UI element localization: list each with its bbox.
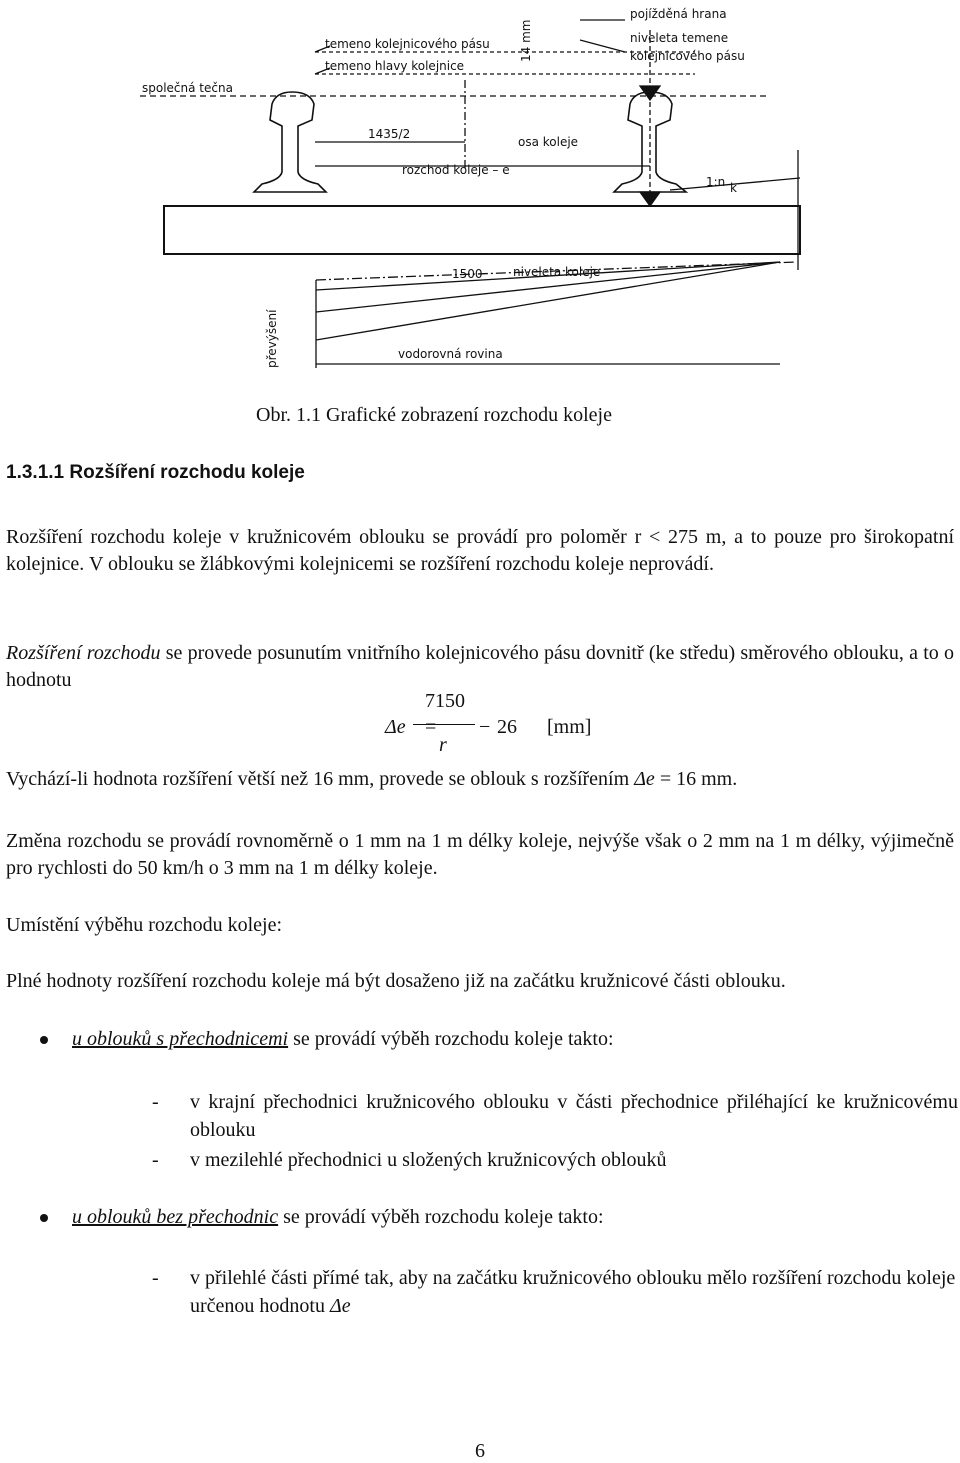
label-rail-band: kolejnicového pásu xyxy=(630,49,745,63)
track-gauge-diagram xyxy=(130,0,830,385)
label-level-crown: niveleta temene xyxy=(630,31,729,45)
formula-minus: − xyxy=(479,716,491,738)
label-half-gauge: 1435/2 xyxy=(368,127,411,141)
dash-marker: - xyxy=(152,1267,159,1289)
label-track-level: niveleta koleje xyxy=(513,265,601,279)
dash3-symbol: Δe xyxy=(329,1295,351,1317)
label-slope: 1:n xyxy=(706,175,726,189)
paragraph-1: Rozšíření rozchodu koleje v kružnicovém oblouku se provádí pro poloměr r < 275 m, a to pouze pro širokopatní kolejnice. V oblouku se žlábkovými kolejnicemi se rozšíření rozchodu koleje neprovádí. xyxy=(6,526,954,575)
label-14mm: 14 mm xyxy=(519,19,533,62)
formula-unit: [mm] xyxy=(547,716,592,738)
page-number: 6 xyxy=(475,1440,485,1462)
dash-item-text: v krajní přechodnici kružnicového oblouku v části přechodnice přiléhající ke kružnicovému oblouku xyxy=(190,1091,958,1141)
bullet-icon xyxy=(40,1214,48,1222)
paragraph-4: Změna rozchodu se provádí rovnoměrně o 1 mm na 1 m délky koleje, nejvýše však o 2 mm na 1 m délky, výjimečně pro rychlosti do 50 km/h o 3 mm na 1 m délky koleje. xyxy=(6,830,954,879)
label-band-top: temeno kolejnicového pásu xyxy=(325,37,490,51)
label-head-top: temeno hlavy kolejnice xyxy=(325,59,465,73)
label-horizontal-plane: vodorovná rovina xyxy=(398,347,503,361)
p3-symbol: Δe xyxy=(634,768,655,790)
paragraph-5: Umístění výběhu rozchodu koleje: xyxy=(6,914,283,936)
bullet-icon xyxy=(40,1036,48,1044)
label-slope-k: k xyxy=(730,181,737,195)
dash-marker: - xyxy=(152,1149,159,1171)
label-cant: převýšení xyxy=(265,309,279,368)
formula-equals: = xyxy=(425,716,437,738)
dash-marker: - xyxy=(152,1091,159,1113)
paragraph-6: Plné hodnoty rozšíření rozchodu koleje má být dosaženo již na začátku kružnicové části oblouku. xyxy=(6,970,786,992)
gauge-widening-formula xyxy=(385,690,625,760)
formula-constant: 26 xyxy=(497,716,517,738)
leader-4 xyxy=(580,40,625,52)
label-running-edge: pojížděná hrana xyxy=(630,7,727,21)
track-gauge-figure xyxy=(130,0,830,385)
bullet2-emphasis: u oblouků bez přechodnic xyxy=(72,1206,279,1228)
p3-text: Vychází-li hodnota rozšíření větší než 16 mm, provede se oblouk s rozšířením xyxy=(6,768,635,790)
dash-item-3 xyxy=(152,1264,958,1320)
dash-item-text xyxy=(190,1264,958,1320)
bullet2-text: se provádí výběh rozchodu koleje takto: xyxy=(278,1206,604,1228)
bullet1-text: se provádí výběh rozchodu koleje takto: xyxy=(288,1028,614,1050)
label-gauge: rozchod koleje – e xyxy=(402,163,510,177)
p2-text: se provede posunutím vnitřního kolejnicového pásu dovnitř (ke středu) směrového oblouku, a to o hodnotu xyxy=(6,642,954,691)
formula-denominator: r xyxy=(439,734,447,756)
dash-item-text: v mezilehlé přechodnici u složených kružnicových oblouků xyxy=(190,1149,667,1171)
label-1500: 1500 xyxy=(452,267,483,281)
p2-emphasis: Rozšíření rozchodu xyxy=(6,642,161,664)
paragraph-3 xyxy=(6,766,954,793)
formula-lhs: Δe xyxy=(385,716,406,738)
paragraph-2 xyxy=(6,640,954,694)
section-heading: 1.3.1.1 Rozšíření rozchodu koleje xyxy=(6,462,305,483)
p3-end: = 16 mm. xyxy=(654,768,738,790)
bullet-item-1 xyxy=(40,1028,614,1051)
label-common-tangent: společná tečna xyxy=(142,81,233,95)
sleeper xyxy=(164,206,800,254)
right-marker-bottom xyxy=(640,192,660,206)
dash3-text: v přilehlé části přímé tak, aby na začátku kružnicového oblouku mělo rozšíření rozchodu koleje určenou hodnotu xyxy=(190,1267,956,1317)
bullet1-emphasis: u oblouků s přechodnicemi xyxy=(72,1028,289,1050)
dash-item-2 xyxy=(152,1146,958,1174)
dash-item-1 xyxy=(152,1088,958,1144)
label-track-axis: osa koleje xyxy=(518,135,579,149)
formula-numerator: 7150 xyxy=(425,690,465,712)
fraction-bar xyxy=(413,724,475,725)
bullet-item-2 xyxy=(40,1206,604,1229)
figure-caption: Obr. 1.1 Grafické zobrazení rozchodu koleje xyxy=(256,404,612,426)
